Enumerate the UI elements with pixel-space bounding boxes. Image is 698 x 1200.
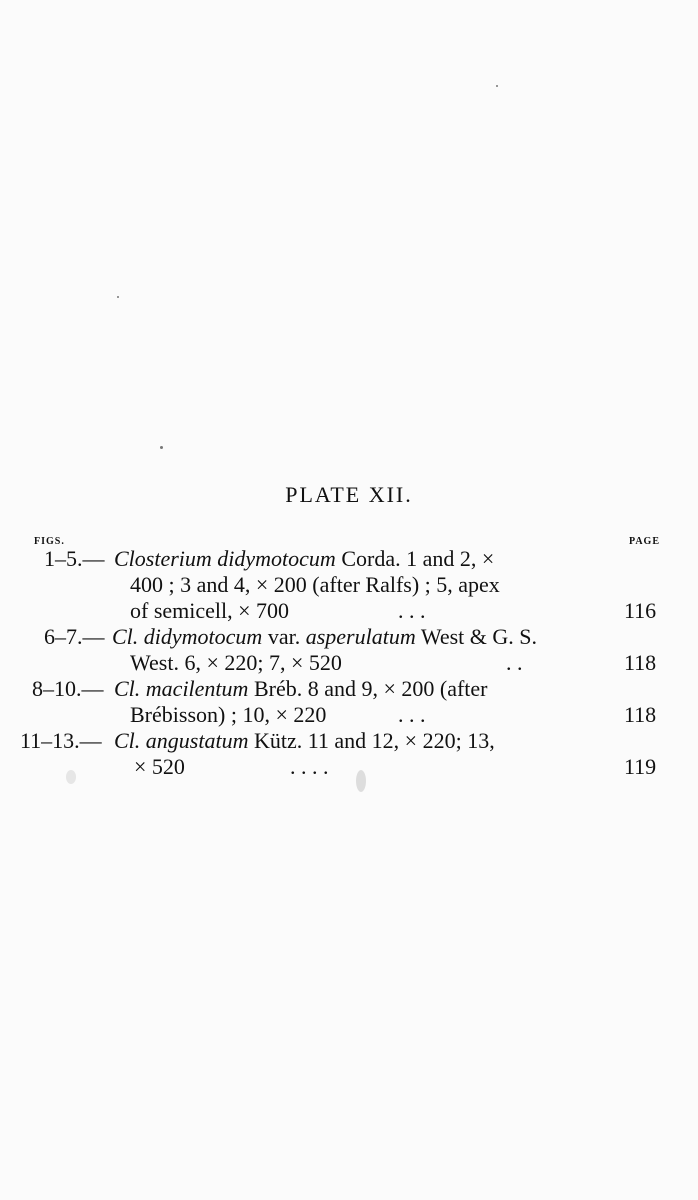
leader-dots: . . . . <box>290 754 329 779</box>
entry-line <box>114 728 495 754</box>
species-name: Cl. angustatum <box>114 728 249 753</box>
plate-title: PLATE XII. <box>285 482 413 507</box>
figure-numbers: 8–10.— <box>32 676 104 701</box>
entry-text: West & G. S. <box>415 624 537 649</box>
entry-line <box>130 650 342 676</box>
page-number: 119 <box>624 754 657 779</box>
species-name: Closterium didymotocum <box>114 546 336 571</box>
entry-line <box>130 702 326 728</box>
figure-numbers: 1–5.— <box>44 546 105 571</box>
print-smudge <box>356 770 366 792</box>
figure-numbers: 6–7.— <box>44 624 105 649</box>
print-speck <box>117 296 119 298</box>
figure-numbers: 11–13.— <box>20 728 102 753</box>
entry-text: Corda. 1 and 2, × <box>335 546 495 571</box>
entry-line <box>130 598 289 624</box>
print-speck <box>160 446 163 449</box>
print-speck <box>496 85 498 87</box>
variety-name: asperulatum <box>305 624 416 649</box>
entry-text: × 520 <box>134 754 185 779</box>
leader-dots: . . . <box>398 598 426 623</box>
page-number: 116 <box>624 598 657 623</box>
leader-dots: . . . <box>398 702 426 727</box>
page-column-header: PAGE <box>628 536 660 547</box>
species-name: Cl. didymotocum <box>112 624 263 649</box>
entry-line <box>134 754 185 780</box>
entry-text: Kütz. 11 and 12, × 220; 13, <box>248 728 495 753</box>
entry-line <box>130 572 500 598</box>
species-name: Cl. macilentum <box>114 676 249 701</box>
entry-line <box>114 546 494 572</box>
entry-text: of semicell, × 700 <box>130 598 290 623</box>
print-smudge <box>66 770 76 784</box>
entry-text: 400 ; 3 and 4, × 200 (after Ralfs) ; 5, apex <box>130 572 500 597</box>
page-number: 118 <box>624 702 657 727</box>
entry-text: var. <box>262 624 306 649</box>
entry-line <box>112 624 537 650</box>
entry-text: Brébisson) ; 10, × 220 <box>130 702 327 727</box>
entry-text: West. 6, × 220; 7, × 520 <box>130 650 342 675</box>
entry-line <box>114 676 488 702</box>
entry-text: Bréb. 8 and 9, × 200 (after <box>248 676 488 701</box>
page-number: 118 <box>624 650 657 675</box>
leader-dots: . . <box>506 650 523 675</box>
figs-column-header: FIGS. <box>34 536 65 547</box>
